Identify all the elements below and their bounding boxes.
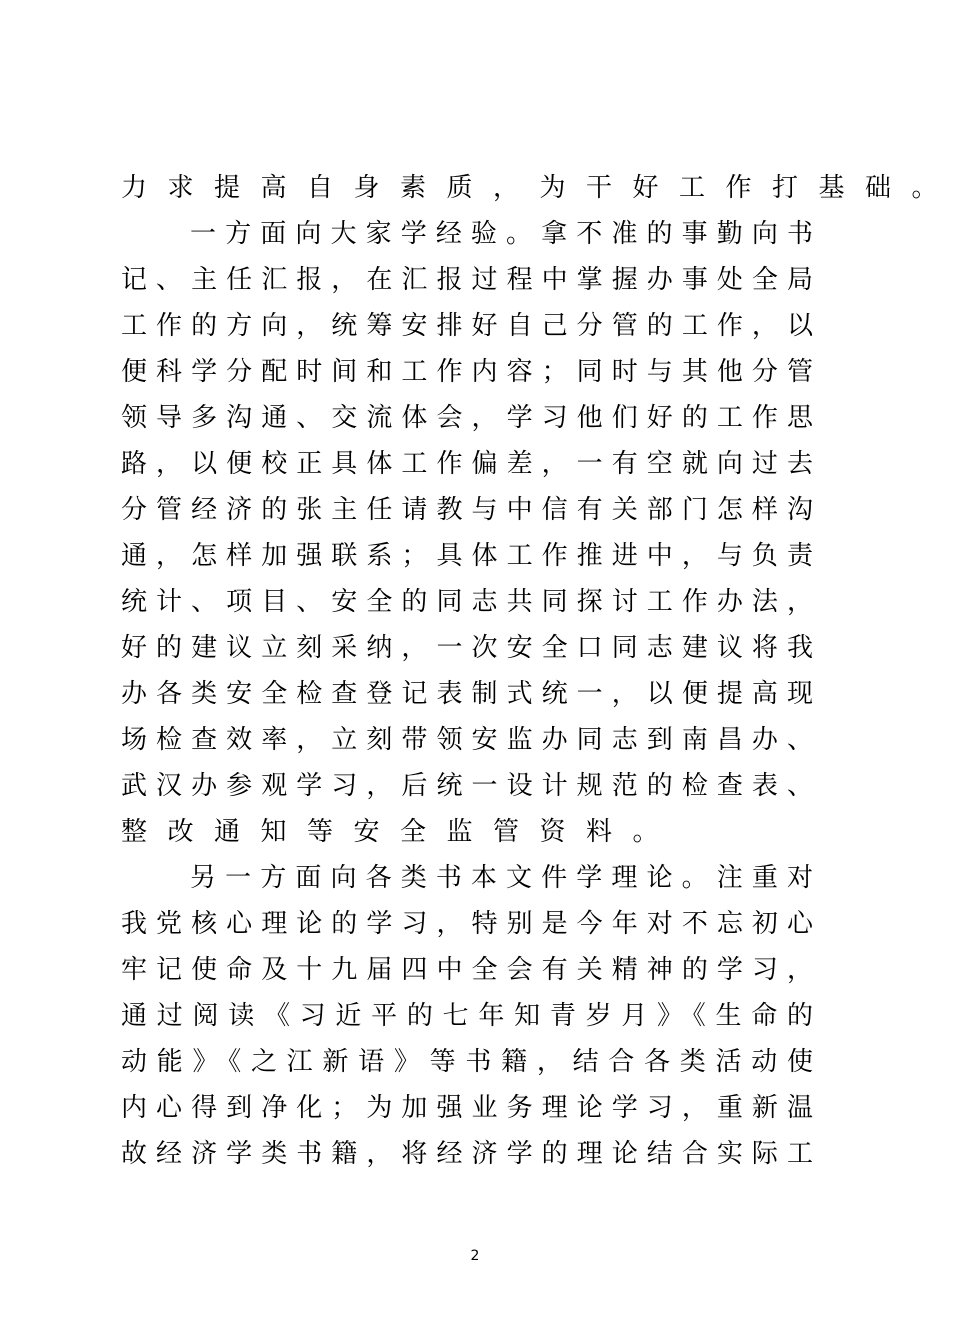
paragraph-line: 另一方面向各类书本文件学理论。注重对	[190, 863, 813, 893]
paragraph-line: 场检查效率，立刻带领安监办同志到南昌办、	[121, 725, 813, 755]
paragraph-line: 动能》《之江新语》等书籍，结合各类活动使	[121, 1047, 813, 1077]
paragraph-line: 路，以便校正具体工作偏差，一有空就向过去	[121, 449, 813, 479]
paragraph-line: 领导多沟通、交流体会，学习他们好的工作思	[121, 403, 813, 433]
paragraph-line: 工作的方向，统筹安排好自己分管的工作，以	[121, 311, 813, 341]
paragraph-line: 好的建议立刻采纳，一次安全口同志建议将我	[121, 633, 813, 663]
paragraph-line: 分管经济的张主任请教与中信有关部门怎样沟	[121, 495, 813, 525]
paragraph-line: 通过阅读《习近平的七年知青岁月》《生命的	[121, 1001, 813, 1031]
paragraph-line: 一方面向大家学经验。拿不准的事勤向书	[190, 219, 813, 249]
paragraph-line: 记、主任汇报，在汇报过程中掌握办事处全局	[121, 265, 813, 295]
paragraph-line: 办各类安全检查登记表制式统一，以便提高现	[121, 679, 813, 709]
paragraph-line: 内心得到净化；为加强业务理论学习，重新温	[121, 1093, 813, 1123]
paragraph-line: 故经济学类书籍，将经济学的理论结合实际工	[121, 1139, 813, 1169]
page-number: 2	[470, 1248, 480, 1264]
paragraph-line: 统计、项目、安全的同志共同探讨工作办法，	[121, 587, 813, 617]
paragraph-line: 牢记使命及十九届四中全会有关精神的学习，	[121, 955, 813, 985]
paragraph-line: 我党核心理论的学习，特别是今年对不忘初心	[121, 909, 813, 939]
paragraph-line: 整改通知等安全监管资料。	[121, 817, 680, 847]
paragraph-line: 便科学分配时间和工作内容；同时与其他分管	[121, 357, 813, 387]
paragraph-line: 通，怎样加强联系；具体工作推进中，与负责	[121, 541, 813, 571]
paragraph-line: 武汉办参观学习，后统一设计规范的检查表、	[121, 771, 813, 801]
paragraph-line: 力求提高自身素质，为干好工作打基础。	[121, 173, 958, 203]
